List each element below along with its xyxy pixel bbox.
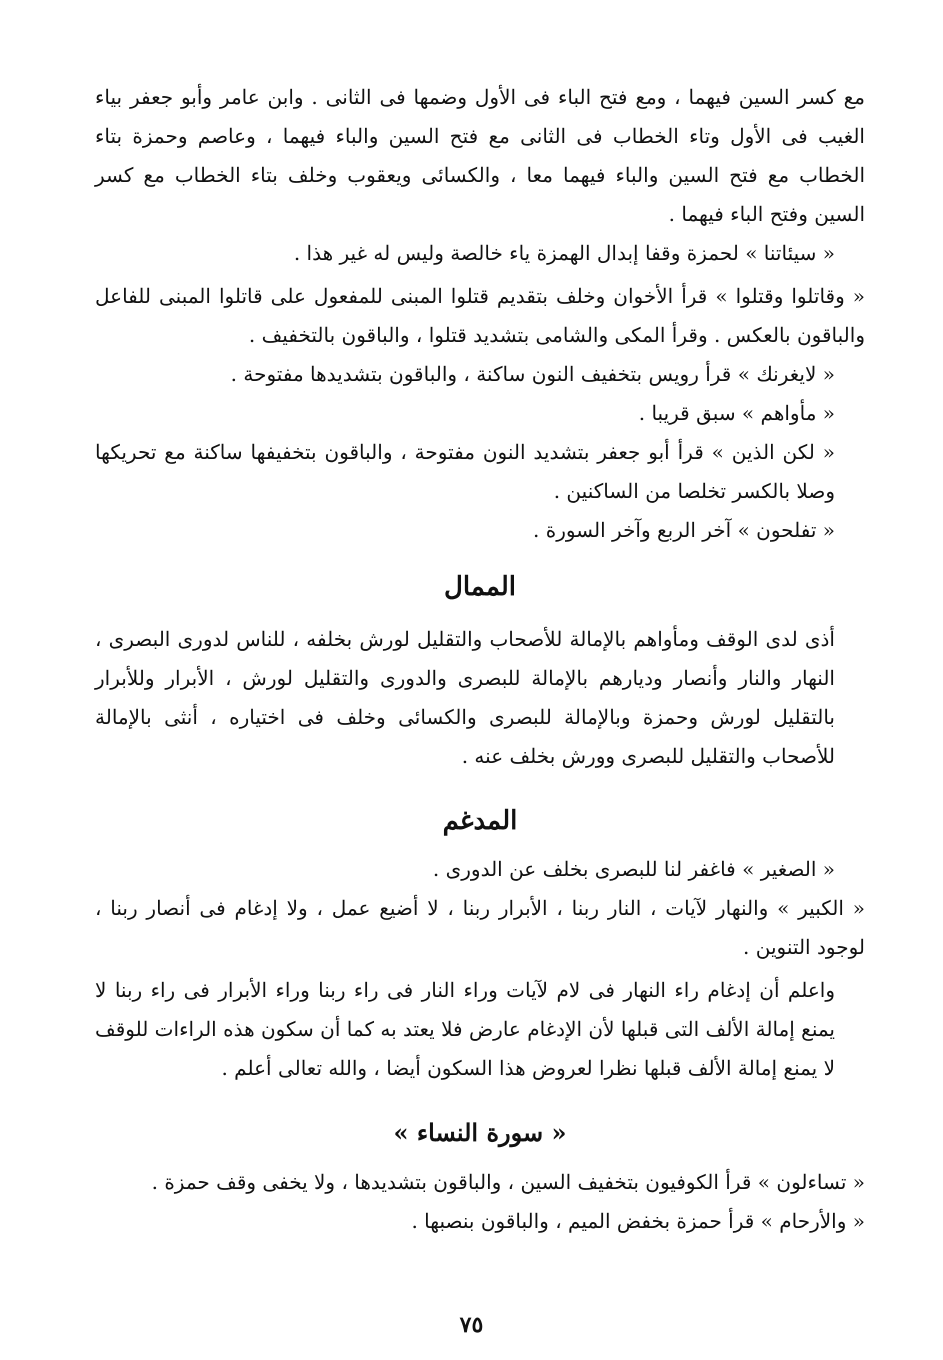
note-qatalu: « وقاتلوا وقتلوا » قرأ الأخوان وخلف بتقديم قتلوا المبنى للمفعول على قاتلوا المبنى للفاعل والباقون بالعكس . وقرأ المكى والشامى بتشديد قتلوا ، والباقون بالتخفيف . xyxy=(95,284,865,347)
mudgham-kabir: « الكبير » والنهار لآيات ، النار ربنا ، الأبرار ربنا ، لا أضيع عمل ، ولا إدغام فى أنصار ربنا ، لوجود التنوين . xyxy=(95,896,865,959)
section-heading-mamal: الممال xyxy=(443,572,517,602)
note-sayyiatina: « سيئاتنا » لحمزة وقفا إبدال الهمزة ياء خالصة وليس له غير هذا . xyxy=(293,241,835,265)
note-lakin: « لكن الذين » قرأ أبو جعفر بتشديد النون مفتوحة ، والباقون بتخفيفها ساكنة مع تحريكها وصلا بالكسر تخلصا من الساكنين . xyxy=(95,440,835,503)
surah-note-arham: « والأرحام » قرأ حمزة بخفض الميم ، والباقون بنصبها . xyxy=(411,1209,865,1233)
note-tuflihun: « تفلحون » آخر الربع وآخر السورة . xyxy=(533,518,835,542)
section-heading-mudgham: المدغم xyxy=(442,806,518,836)
page-body xyxy=(95,78,865,1338)
mudgham-note: واعلم أن إدغام راء النهار فى لام لآيات وراء النار فى راء ربنا وراء الأبرار فى راء ربنا لا يمنع إمالة الألف التى قبلها لأن الإدغام عارض فلا يعتد به كما أن سكون هذه الراءات للوقف لا يمنع إمالة الألف قبلها نظرا لعروض هذا السكون أيضا ، والله تعالى أعلم . xyxy=(95,978,835,1080)
mamal-paragraph: أذى لدى الوقف ومأواهم بالإمالة للأصحاب والتقليل لورش بخلفه ، للناس لدورى البصرى ، النهار والنار وأنصار وديارهم بالإمالة للبصرى والدورى والتقليل لورش ، الأبرار وللأبرار بالتقليل لورش وحمزة وبالإمالة للبصرى والكسائى وخلف فى اختياره ، أنثى بالإمالة للأصحاب والتقليل للبصرى وورش بخلف عنه . xyxy=(95,627,835,768)
page-number: ٧٥ xyxy=(459,1312,484,1338)
note-yaghurrannaka: « لايغرنك » قرأ رويس بتخفيف النون ساكنة ، والباقون بتشديدها مفتوحة . xyxy=(230,362,835,386)
intro-paragraph: مع كسر السين فيهما ، ومع فتح الباء فى الأول وضمها فى الثانى . وابن عامر وأبو جعفر بياء الغيب فى الأول وتاء الخطاب فى الثانى مع فتح السين والباء فيهما ، وعاصم وحمزة بتاء الخطاب مع فتح السين والباء فيهما معا ، والكسائى ويعقوب وخلف بتاء الخطاب مع كسر السين وفتح الباء فيهما . xyxy=(95,85,865,226)
mudgham-saghir: « الصغير » فاغفر لنا للبصرى بخلف عن الدورى . xyxy=(432,857,835,881)
surah-heading: « سورة النساء » xyxy=(393,1118,567,1147)
note-mawahum: « مأواهم » سبق قريبا . xyxy=(638,401,835,425)
surah-note-tasaalun: « تساءلون » قرأ الكوفيون بتخفيف السين ، والباقون بتشديدها ، ولا يخفى وقف حمزة . xyxy=(151,1170,865,1194)
